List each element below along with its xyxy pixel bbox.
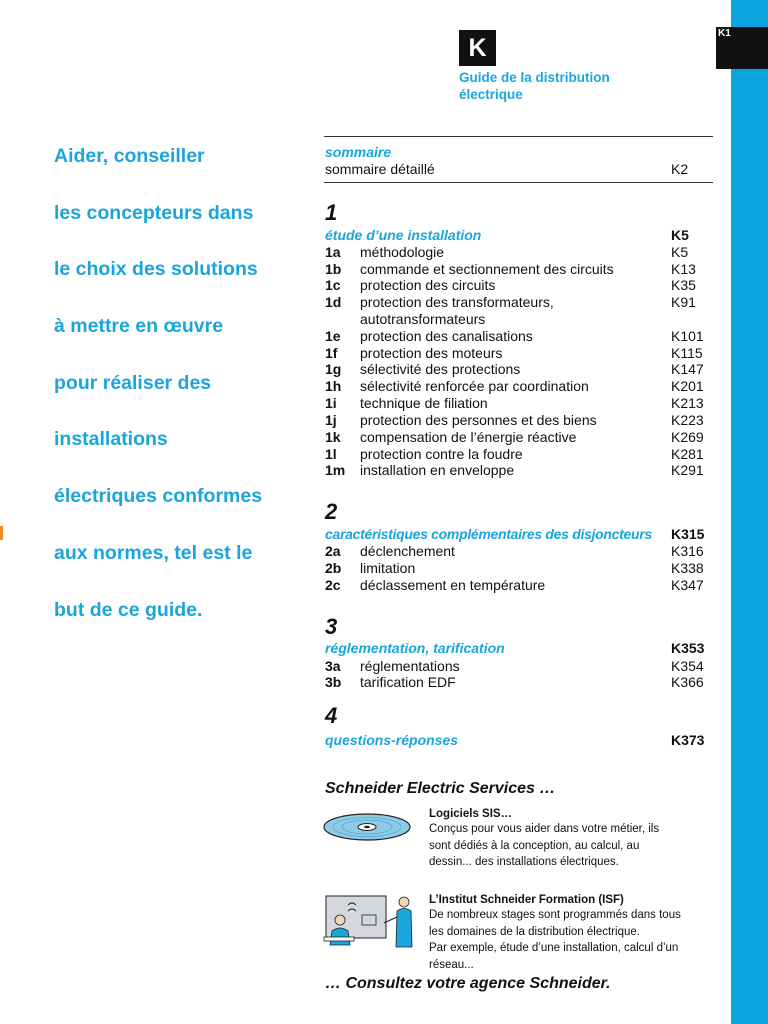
toc-num: 1e — [325, 328, 341, 344]
toc-page: K366 — [671, 674, 704, 690]
toc-item[interactable] — [325, 277, 710, 294]
toc-num: 1f — [325, 345, 338, 361]
section-header[interactable] — [325, 227, 710, 244]
toc-item[interactable] — [325, 345, 710, 362]
toc-label: protection des personnes et des biens — [360, 412, 597, 428]
toc-item[interactable] — [325, 244, 710, 261]
toc-label: réglementations — [360, 658, 460, 674]
guide-title-line2: électrique — [459, 87, 523, 102]
isf-line: réseau... — [429, 958, 474, 971]
isf-heading: L’Institut Schneider Formation (ISF) — [429, 894, 624, 906]
toc-label: technique de filiation — [360, 395, 488, 411]
toc-item[interactable] — [325, 658, 710, 675]
sis-block — [429, 808, 719, 871]
toc-page: K35 — [671, 277, 696, 293]
section-number: 3 — [325, 614, 338, 639]
toc-page: K347 — [671, 577, 704, 593]
toc-num: 2b — [325, 560, 342, 576]
toc-num: 2c — [325, 577, 341, 593]
isf-line: les domaines de la distribution électrique. — [429, 925, 640, 938]
toc-num: 1m — [325, 462, 346, 478]
toc-label: déclassement en température — [360, 577, 546, 593]
toc-label: méthodologie — [360, 244, 445, 260]
tagline — [54, 142, 316, 652]
tagline-line: à mettre en œuvre — [54, 315, 224, 338]
isf-text — [429, 907, 724, 973]
isf-block — [429, 894, 724, 973]
isf-line: De nombreux stages sont programmés dans tous — [429, 909, 681, 921]
toc-item[interactable] — [325, 560, 710, 577]
toc-num: 1b — [325, 261, 342, 277]
toc-item-continuation — [325, 311, 710, 328]
toc-label: autotransformateurs — [360, 311, 486, 327]
section-page: K5 — [671, 227, 689, 243]
tagline-line: Aider, conseiller — [54, 145, 205, 167]
toc-label: sélectivité renforcée par coordination — [360, 378, 589, 394]
divider — [324, 182, 713, 183]
toc-item[interactable] — [325, 395, 710, 412]
section-page: K353 — [671, 640, 705, 656]
chapter-letter: K — [459, 30, 496, 66]
section-number: 1 — [325, 200, 338, 225]
toc-item[interactable] — [325, 446, 710, 463]
toc-label: protection des moteurs — [360, 345, 503, 361]
toc-page: K201 — [671, 378, 704, 394]
tagline-line: les concepteurs dans — [54, 201, 254, 224]
training-illustration-icon — [322, 893, 414, 949]
toc-num: 3b — [325, 674, 342, 690]
toc-num: 1a — [325, 244, 341, 260]
section-page: K315 — [671, 526, 705, 542]
toc-page: K354 — [671, 658, 704, 674]
toc-page: K291 — [671, 462, 704, 478]
page-tab-label: K1 — [718, 28, 731, 39]
footer-callout: … Consultez votre agence Schneider. — [325, 975, 611, 992]
toc-item[interactable] — [325, 294, 710, 311]
toc-label: installation en enveloppe — [360, 462, 515, 478]
sis-text — [429, 821, 719, 871]
toc-item[interactable] — [325, 412, 710, 429]
toc-page: K101 — [671, 328, 704, 344]
cd-disc-icon — [322, 812, 412, 842]
toc-label: tarification EDF — [360, 674, 456, 690]
toc-label: commande et sectionnement des circuits — [360, 261, 614, 277]
section-header[interactable] — [325, 732, 710, 749]
tagline-line: pour réaliser des — [54, 371, 212, 394]
toc-num: 1h — [325, 378, 342, 394]
toc-page: K13 — [671, 261, 696, 277]
divider — [324, 136, 713, 137]
section-title: réglementation, tarification — [325, 640, 505, 656]
section-header[interactable] — [325, 640, 710, 657]
sis-line: Conçus pour vous aider dans votre métier, ils — [429, 823, 660, 835]
toc-page: K223 — [671, 412, 704, 428]
toc-item[interactable] — [325, 577, 710, 594]
tagline-line: le choix des solutions — [54, 258, 258, 281]
sommaire-heading: sommaire — [325, 144, 392, 160]
toc-page: K5 — [671, 244, 689, 260]
toc-num: 1j — [325, 412, 337, 428]
toc-item[interactable] — [325, 261, 710, 278]
toc-label: déclenchement — [360, 543, 455, 559]
toc-item[interactable] — [325, 674, 710, 691]
toc-label: sommaire détaillé — [325, 161, 435, 177]
toc-num: 1d — [325, 294, 342, 310]
toc-label: protection des canalisations — [360, 328, 533, 344]
toc-num: 2a — [325, 543, 341, 559]
toc-item[interactable] — [325, 462, 710, 479]
isf-line: Par exemple, étude d’une installation, calcul d’un — [429, 942, 679, 954]
sommaire-row[interactable] — [325, 161, 710, 178]
tagline-line: installations — [54, 428, 168, 451]
toc-label: protection des transformateurs, — [360, 294, 554, 310]
toc-num: 1c — [325, 277, 341, 293]
toc-item[interactable] — [325, 429, 710, 446]
toc-num: 1l — [325, 446, 337, 462]
tagline-line: électriques conformes — [54, 485, 263, 508]
toc-label: compensation de l’énergie réactive — [360, 429, 577, 445]
section-title: caractéristiques complémentaires des disjoncteurs — [325, 526, 652, 542]
toc-item[interactable] — [325, 543, 710, 560]
toc-page: K316 — [671, 543, 704, 559]
section-header[interactable] — [325, 526, 710, 543]
toc-page: K115 — [671, 345, 703, 361]
toc-label: limitation — [360, 560, 416, 576]
toc-label: protection contre la foudre — [360, 446, 523, 462]
toc-page: K91 — [671, 294, 696, 310]
section-number: 4 — [325, 703, 338, 728]
toc-item[interactable] — [325, 378, 710, 395]
side-color-rail — [731, 0, 768, 1024]
section-number: 2 — [325, 499, 338, 524]
toc-page: K147 — [671, 361, 704, 377]
toc-num: 1k — [325, 429, 341, 445]
toc-item[interactable] — [325, 361, 710, 378]
section-title: questions-réponses — [325, 732, 459, 748]
tagline-line: aux normes, tel est le — [54, 541, 253, 564]
sis-line: sont dédiés à la conception, au calcul, au — [429, 839, 640, 852]
toc-num: 1i — [325, 395, 337, 411]
section-page: K373 — [671, 732, 705, 748]
guide-title-line1: Guide de la distribution — [459, 70, 610, 85]
guide-title — [459, 69, 689, 103]
toc-item[interactable] — [325, 328, 710, 345]
toc-page: K213 — [671, 395, 704, 411]
toc-page: K281 — [671, 446, 704, 462]
services-title: Schneider Electric Services … — [325, 780, 556, 797]
sis-line: dessin... des installations électriques. — [429, 856, 619, 868]
toc-label: protection des circuits — [360, 277, 496, 293]
left-edge-marker — [0, 526, 3, 540]
toc-label: sélectivité des protections — [360, 361, 521, 377]
toc-page: K2 — [671, 161, 689, 177]
toc-num: 3a — [325, 658, 341, 674]
toc-page: K269 — [671, 429, 704, 445]
toc-page: K338 — [671, 560, 704, 576]
page-tab — [716, 27, 768, 69]
toc-num: 1g — [325, 361, 342, 377]
section-title: étude d’une installation — [325, 227, 482, 243]
sis-heading: Logiciels SIS… — [429, 808, 513, 820]
tagline-line: but de ce guide. — [54, 598, 203, 621]
